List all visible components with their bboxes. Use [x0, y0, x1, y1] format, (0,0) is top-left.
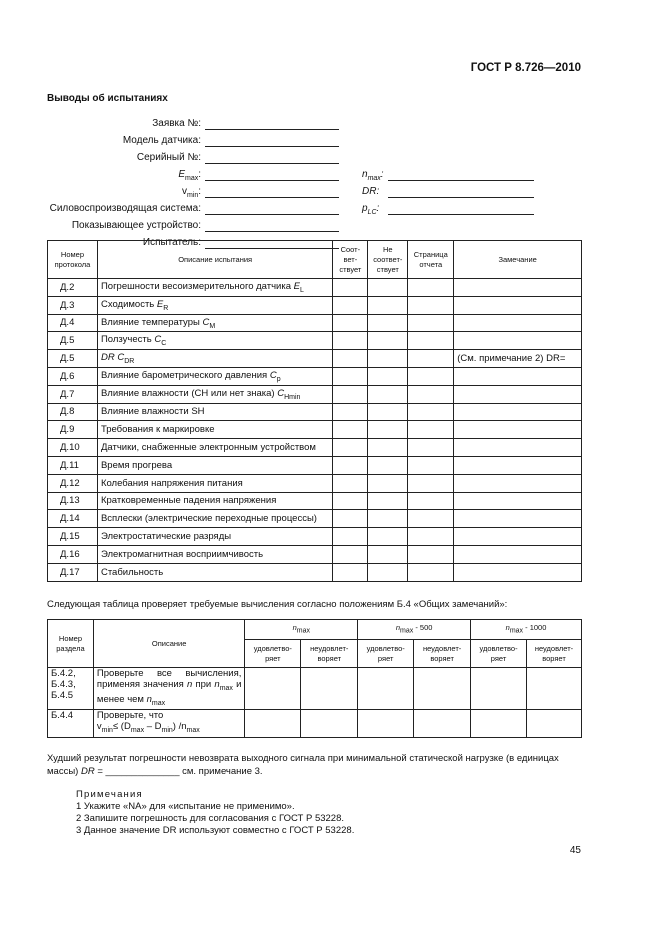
col-not-satisfies-2: неудовлет-воряет — [414, 640, 471, 668]
tests-table-header — [48, 241, 582, 279]
field-label-indicator: Показывающее устройство: — [71, 220, 201, 231]
check-cell-page[interactable] — [408, 279, 454, 297]
remark-cell[interactable] — [454, 563, 582, 581]
protocol-no: Д.7 — [48, 385, 98, 403]
check-cell-nonconform[interactable] — [368, 296, 408, 314]
table-row — [48, 279, 582, 297]
check-cell[interactable] — [471, 710, 527, 738]
field-label-plc: $p_{LC}$: — [362, 203, 380, 216]
protocol-no: Д.11 — [48, 456, 98, 474]
calc-row-desc: Проверьте все вычисления, применяя значения n при $n_{max}$ и менее чем $n_{max}$ — [93, 668, 244, 710]
col-section-no: Номер раздела — [48, 620, 94, 668]
check-cell-page[interactable] — [408, 403, 454, 421]
table-row — [48, 421, 582, 439]
standard-number: ГОСТ Р 8.726—2010 — [470, 62, 581, 74]
check-cell-nonconform[interactable] — [368, 510, 408, 528]
check-cell-conform[interactable] — [333, 439, 368, 457]
test-description: Сходимость $E_R$ — [97, 296, 332, 314]
col-protocol-no: Номер протокола — [48, 241, 98, 279]
col-satisfies-2: удовлетво-ряет — [358, 640, 414, 668]
check-cell[interactable] — [471, 668, 527, 710]
check-cell[interactable] — [358, 710, 414, 738]
table-row — [48, 314, 582, 332]
check-cell-conform[interactable] — [333, 403, 368, 421]
field-label-emax: $E_{max}$: — [178, 169, 201, 182]
field-label-dr: DR: — [362, 186, 380, 197]
protocol-no: Д.14 — [48, 510, 98, 528]
check-cell[interactable] — [301, 710, 358, 738]
note-item: 1 Укажите «NA» для «испытание не применимо». — [76, 801, 295, 812]
remark-cell[interactable] — [454, 492, 582, 510]
check-cell-page[interactable] — [408, 456, 454, 474]
notes-title: Примечания — [76, 789, 143, 800]
test-description: Стабильность — [97, 563, 332, 581]
table-row — [48, 332, 582, 350]
test-description: Время прогрева — [97, 456, 332, 474]
field-label-nmax: $n_{max}$: — [362, 169, 384, 182]
check-cell[interactable] — [526, 710, 581, 738]
protocol-no: Д.16 — [48, 545, 98, 563]
remark-cell[interactable] — [454, 474, 582, 492]
protocol-no: Д.4 — [48, 314, 98, 332]
test-description: Электромагнитная восприимчивость — [97, 545, 332, 563]
calc-row-no: Б.4.2, Б.4.3, Б.4.5 — [48, 668, 94, 710]
field-label-vmin: $v_{min}$: — [181, 186, 201, 199]
table-row — [48, 510, 582, 528]
check-cell-nonconform[interactable] — [368, 439, 408, 457]
check-cell-nonconform[interactable] — [368, 403, 408, 421]
field-line-dr[interactable] — [388, 186, 534, 198]
check-cell-conform[interactable] — [333, 385, 368, 403]
table-row — [48, 350, 582, 368]
field-line-serial[interactable] — [205, 152, 339, 164]
field-label-application: Заявка №: — [152, 118, 201, 129]
remark-cell[interactable] — [454, 314, 582, 332]
protocol-no: Д.9 — [48, 421, 98, 439]
note-item: 3 Данное значение DR используют совместно с ГОСТ Р 53228. — [76, 825, 355, 836]
remark-cell[interactable]: (См. примечание 2) DR= — [454, 350, 582, 368]
test-description: Влияние температуры $C_M$ — [97, 314, 332, 332]
check-cell-conform[interactable] — [333, 421, 368, 439]
check-cell-nonconform[interactable] — [368, 385, 408, 403]
col-group-nmax-1000: $n_{max} - 1000$ — [471, 620, 582, 640]
protocol-no: Д.2 — [48, 279, 98, 297]
page-number: 45 — [569, 845, 581, 856]
col-not-satisfies-3: неудовлет-воряет — [526, 640, 581, 668]
field-line-emax[interactable] — [205, 169, 339, 181]
remark-cell[interactable] — [454, 510, 582, 528]
tests-table — [47, 240, 582, 582]
check-cell-nonconform[interactable] — [368, 456, 408, 474]
check-cell-conform[interactable] — [333, 528, 368, 546]
protocol-no: Д.3 — [48, 296, 98, 314]
test-description: Погрешности весоизмерительного датчика $E_L$ — [97, 279, 332, 297]
test-description: Всплески (электрические переходные процессы) — [97, 510, 332, 528]
remark-cell[interactable] — [454, 528, 582, 546]
check-cell-nonconform[interactable] — [368, 492, 408, 510]
col-calc-description: Описание — [93, 620, 244, 668]
col-satisfies-1: удовлетво-ряет — [245, 640, 301, 668]
check-cell-page[interactable] — [408, 350, 454, 368]
field-label-tester: Испытатель: — [142, 237, 201, 248]
check-cell-conform[interactable] — [333, 314, 368, 332]
protocol-no: Д.10 — [48, 439, 98, 457]
field-line-plc[interactable] — [388, 203, 534, 215]
field-line-application[interactable] — [205, 118, 339, 130]
check-cell-page[interactable] — [408, 367, 454, 385]
remark-cell[interactable] — [454, 403, 582, 421]
check-cell-nonconform[interactable] — [368, 279, 408, 297]
note-item: 2 Запишите погрешность для согласования с ГОСТ Р 53228. — [76, 813, 344, 824]
test-description: Ползучесть $C_C$ — [97, 332, 332, 350]
check-cell-page[interactable] — [408, 332, 454, 350]
col-nonconform: Не соответ-ствует — [368, 241, 408, 279]
check-cell-nonconform[interactable] — [368, 474, 408, 492]
section-title: Выводы об испытаниях — [47, 93, 168, 104]
table-row — [48, 385, 582, 403]
protocol-no: Д.5 — [48, 350, 98, 368]
field-line-model[interactable] — [205, 135, 339, 147]
calc-table — [47, 619, 582, 738]
check-cell-conform[interactable] — [333, 279, 368, 297]
calc-row-desc: Проверьте, что $v_{min}\le (D_{max} - D_{min})$ $/n_{max}$ — [93, 710, 244, 738]
table-row — [48, 492, 582, 510]
table-row — [48, 474, 582, 492]
remark-cell[interactable] — [454, 421, 582, 439]
field-label-force-system: Силовоспроизводящая система: — [49, 203, 201, 214]
check-cell-conform[interactable] — [333, 545, 368, 563]
col-not-satisfies-1: неудовлет-воряет — [301, 640, 358, 668]
check-cell-conform[interactable] — [333, 350, 368, 368]
check-cell-page[interactable] — [408, 528, 454, 546]
protocol-no: Д.15 — [48, 528, 98, 546]
check-cell[interactable] — [526, 668, 581, 710]
table-row — [48, 563, 582, 581]
field-line-nmax[interactable] — [388, 169, 534, 181]
notes — [76, 789, 354, 837]
table-row — [48, 668, 582, 710]
check-cell-page[interactable] — [408, 545, 454, 563]
col-group-nmax-500: $n_{max} - 500$ — [358, 620, 471, 640]
test-description: Влияние влажности (CH или нет знака) $C_{Hmin}$ — [97, 385, 332, 403]
calc-header-top — [48, 620, 582, 640]
check-cell-conform[interactable] — [333, 563, 368, 581]
col-conform: Соот-вет-ствует — [333, 241, 368, 279]
remark-cell[interactable] — [454, 545, 582, 563]
remark-cell[interactable] — [454, 279, 582, 297]
check-cell-conform[interactable] — [333, 510, 368, 528]
check-cell-page[interactable] — [408, 385, 454, 403]
table-row — [48, 296, 582, 314]
check-cell-page[interactable] — [408, 314, 454, 332]
table-row — [48, 528, 582, 546]
test-description: Влияние барометрического давления $C_p$ — [97, 367, 332, 385]
check-cell-nonconform[interactable] — [368, 350, 408, 368]
col-group-nmax: $n_{max}$ — [245, 620, 358, 640]
worst-result: Худший результат погрешности невозврата выходного сигнала при минимальной статической нагрузке (в единицах массы) DR = ______________ см. примечание 3. — [47, 753, 559, 777]
check-cell-page[interactable] — [408, 421, 454, 439]
col-description: Описание испытания — [97, 241, 332, 279]
check-cell-nonconform[interactable] — [368, 563, 408, 581]
check-cell-nonconform[interactable] — [368, 332, 408, 350]
check-cell-page[interactable] — [408, 563, 454, 581]
check-cell-nonconform[interactable] — [368, 421, 408, 439]
check-cell-page[interactable] — [408, 492, 454, 510]
col-report-page: Страница отчета — [408, 241, 454, 279]
check-cell-conform[interactable] — [333, 474, 368, 492]
remark-cell[interactable] — [454, 296, 582, 314]
check-cell-nonconform[interactable] — [368, 367, 408, 385]
check-cell-conform[interactable] — [333, 492, 368, 510]
protocol-no: Д.6 — [48, 367, 98, 385]
check-cell-nonconform[interactable] — [368, 528, 408, 546]
test-description: DR $C_{DR}$ — [97, 350, 332, 368]
test-description: Датчики, снабженные электронным устройством — [97, 439, 332, 457]
table-row — [48, 545, 582, 563]
test-description: Влияние влажности SH — [97, 403, 332, 421]
table-row — [48, 710, 582, 738]
calc-intro: Следующая таблица проверяет требуемые вычисления согласно положениям Б.4 «Общих замечаний»: — [47, 599, 508, 610]
col-remark: Замечание — [454, 241, 582, 279]
col-satisfies-3: удовлетво-ряет — [471, 640, 527, 668]
check-cell[interactable] — [414, 710, 471, 738]
check-cell-page[interactable] — [408, 439, 454, 457]
field-line-vmin[interactable] — [205, 186, 339, 198]
table-row — [48, 439, 582, 457]
test-description: Колебания напряжения питания — [97, 474, 332, 492]
check-cell-conform[interactable] — [333, 332, 368, 350]
check-cell-conform[interactable] — [333, 367, 368, 385]
remark-cell[interactable] — [454, 385, 582, 403]
protocol-no: Д.12 — [48, 474, 98, 492]
check-cell[interactable] — [245, 710, 301, 738]
check-cell-conform[interactable] — [333, 296, 368, 314]
field-label-serial: Серийный №: — [136, 152, 201, 163]
check-cell[interactable] — [358, 668, 414, 710]
check-cell-page[interactable] — [408, 510, 454, 528]
check-cell-nonconform[interactable] — [368, 314, 408, 332]
protocol-no: Д.17 — [48, 563, 98, 581]
test-description: Кратковременные падения напряжения — [97, 492, 332, 510]
check-cell[interactable] — [301, 668, 358, 710]
remark-cell[interactable] — [454, 367, 582, 385]
field-line-indicator[interactable] — [205, 220, 339, 232]
protocol-no: Д.8 — [48, 403, 98, 421]
field-label-model: Модель датчика: — [122, 135, 201, 146]
test-description: Требования к маркировке — [97, 421, 332, 439]
field-line-force-system[interactable] — [205, 203, 339, 215]
table-row — [48, 403, 582, 421]
check-cell[interactable] — [245, 668, 301, 710]
test-description: Электростатические разряды — [97, 528, 332, 546]
calc-row-no: Б.4.4 — [48, 710, 94, 738]
remark-cell[interactable] — [454, 332, 582, 350]
table-row — [48, 367, 582, 385]
check-cell-conform[interactable] — [333, 456, 368, 474]
protocol-no: Д.5 — [48, 332, 98, 350]
check-cell-nonconform[interactable] — [368, 545, 408, 563]
remark-cell[interactable] — [454, 456, 582, 474]
check-cell-page[interactable] — [408, 474, 454, 492]
table-row — [48, 456, 582, 474]
check-cell-page[interactable] — [408, 296, 454, 314]
remark-cell[interactable] — [454, 439, 582, 457]
protocol-no: Д.13 — [48, 492, 98, 510]
check-cell[interactable] — [414, 668, 471, 710]
